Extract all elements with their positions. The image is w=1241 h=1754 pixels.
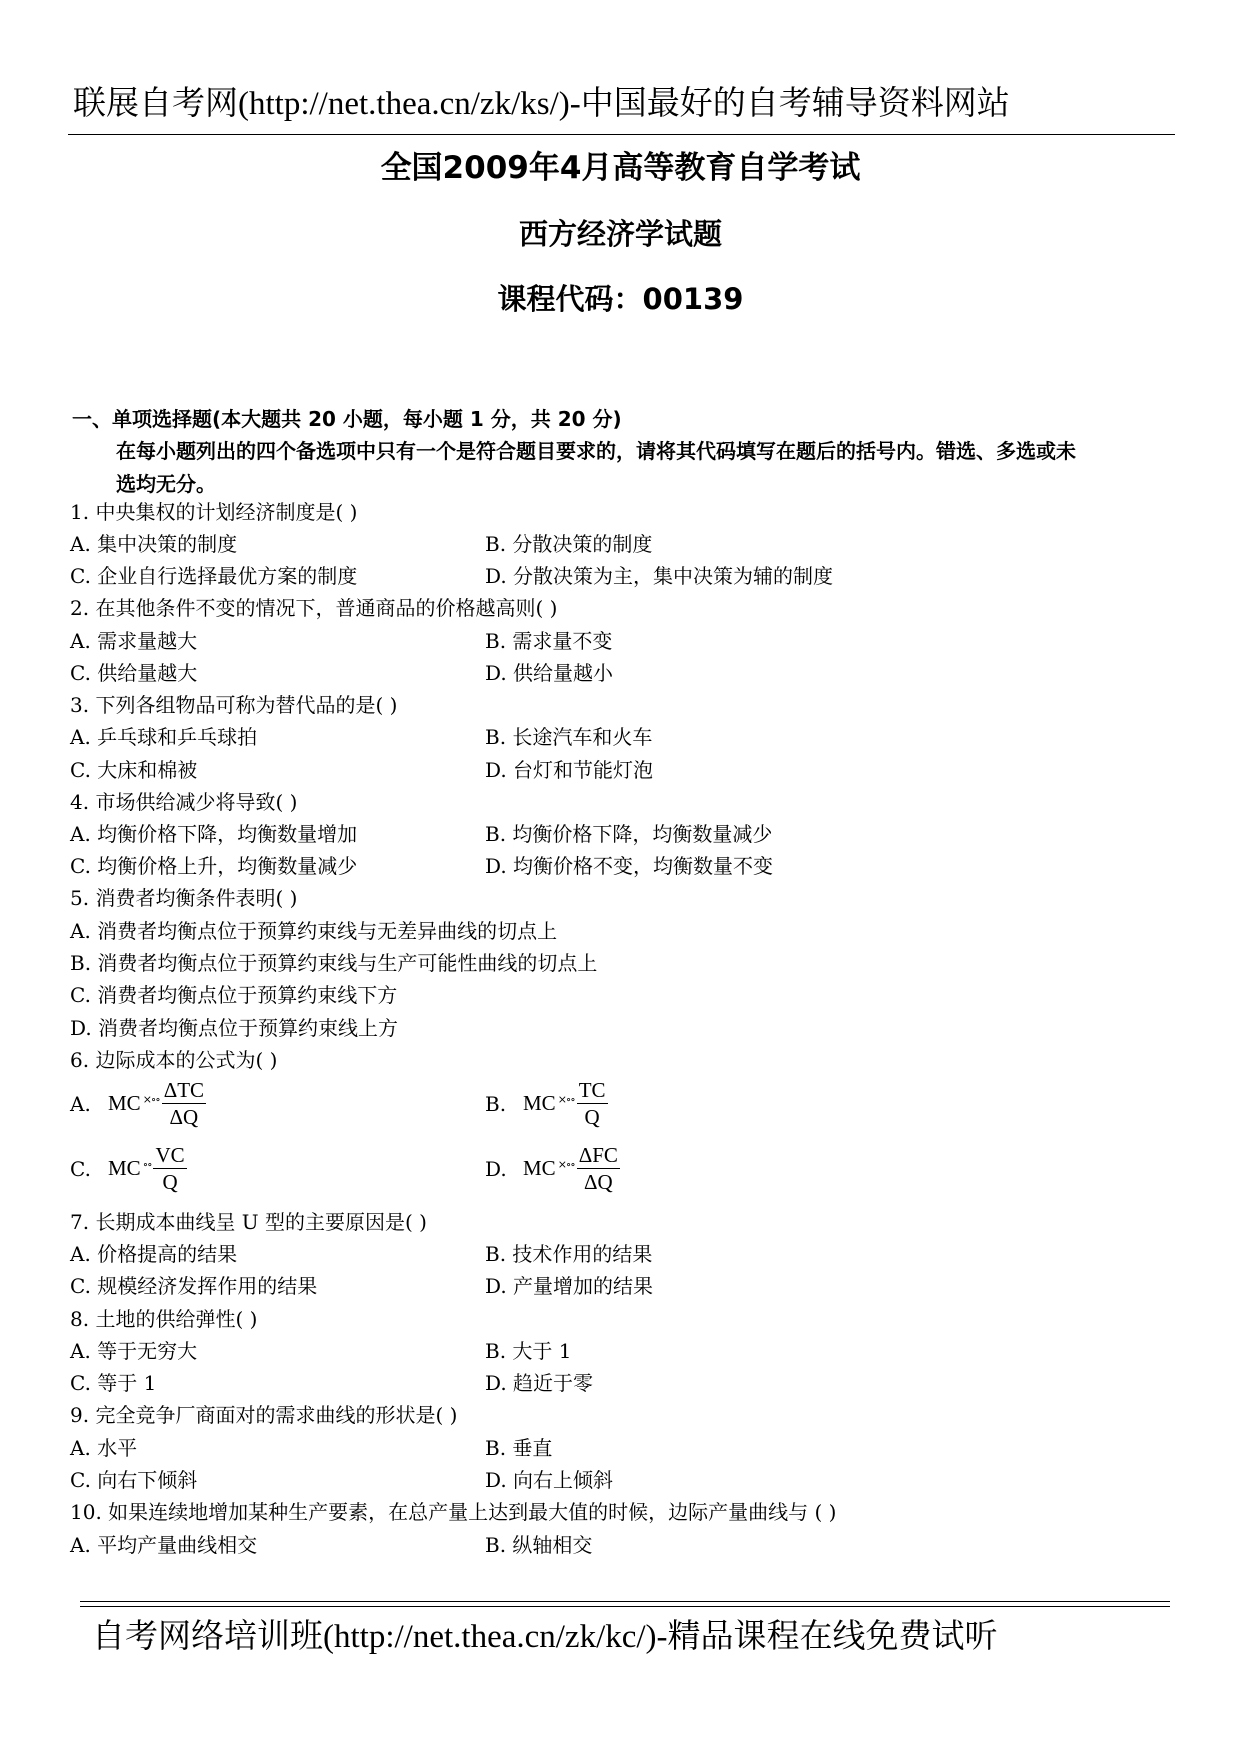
question-6-option-c [70, 1143, 187, 1194]
question-8-option-b: B. 大于 1 [485, 1339, 572, 1363]
equals-glyph: ∘∘ [142, 1158, 152, 1172]
question-1-option-d: D. 分散决策为主，集中决策为辅的制度 [485, 564, 834, 588]
question-6-stem: 6. 边际成本的公式为( ) [70, 1048, 278, 1072]
question-5-option-c: C. 消费者均衡点位于预算约束线下方 [70, 983, 398, 1007]
question-4-stem: 4. 市场供给减少将导致( ) [70, 790, 298, 814]
fraction-denominator: Q [162, 1170, 178, 1195]
question-9-option-c: C. 向右下倾斜 [70, 1468, 198, 1492]
question-1-stem: 1. 中央集权的计划经济制度是( ) [70, 500, 358, 524]
fraction-numerator: ΔTC [162, 1078, 206, 1104]
question-5-option-b: B. 消费者均衡点位于预算约束线与生产可能性曲线的切点上 [70, 951, 598, 975]
section-instruction-line1: 在每小题列出的四个备选项中只有一个是符合题目要求的，请将其代码填写在题后的括号内。错选、多选或未 [116, 439, 1076, 463]
question-7-option-c: C. 规模经济发挥作用的结果 [70, 1274, 318, 1298]
subject-title: 西方经济学试题 [518, 217, 722, 251]
site-footer-link[interactable]: 自考网络培训班(http://net.thea.cn/zk/kc/)-精品课程在线免费试听 [92, 1619, 998, 1655]
section-instruction-line2: 选均无分。 [116, 472, 216, 496]
question-9-option-a: A. 水平 [70, 1436, 138, 1460]
equals-glyph: ×∘∘ [142, 1093, 160, 1107]
question-3-option-b: B. 长途汽车和火车 [485, 725, 653, 749]
fraction-denominator: Q [584, 1105, 600, 1130]
footer-divider-top [80, 1601, 1170, 1602]
fraction-numerator: VC [153, 1143, 186, 1169]
question-3-option-a: A. 乒乓球和乒乓球拍 [70, 725, 258, 749]
exam-title: 全国2009年4月高等教育自学考试 [380, 150, 861, 186]
question-2-option-a: A. 需求量越大 [70, 629, 198, 653]
question-2-option-c: C. 供给量越大 [70, 661, 198, 685]
formula-lhs: MC [108, 1156, 141, 1181]
question-3-option-d: D. 台灯和节能灯泡 [485, 758, 654, 782]
question-9-option-d: D. 向右上倾斜 [485, 1468, 614, 1492]
fraction-denominator: ΔQ [169, 1105, 199, 1130]
option-label: B. [485, 1091, 507, 1116]
question-7-option-b: B. 技术作用的结果 [485, 1242, 653, 1266]
question-10-stem: 10. 如果连续地增加某种生产要素，在总产量上达到最大值的时候，边际产量曲线与 ( ) [70, 1500, 837, 1524]
fraction-numerator: TC [577, 1078, 608, 1104]
question-1-option-a: A. 集中决策的制度 [70, 532, 238, 556]
question-8-option-a: A. 等于无穷大 [70, 1339, 198, 1363]
question-4-option-c: C. 均衡价格上升，均衡数量减少 [70, 854, 358, 878]
footer-divider-bottom [80, 1606, 1170, 1607]
question-10-option-b: B. 纵轴相交 [485, 1533, 593, 1557]
question-4-option-d: D. 均衡价格不变，均衡数量不变 [485, 854, 774, 878]
equals-glyph: ×∘∘ [557, 1093, 575, 1107]
question-6-option-a [70, 1078, 206, 1129]
question-5-option-a: A. 消费者均衡点位于预算约束线与无差异曲线的切点上 [70, 919, 558, 943]
formula-lhs: MC [108, 1091, 141, 1116]
header-divider [68, 134, 1175, 135]
question-7-option-d: D. 产量增加的结果 [485, 1274, 654, 1298]
option-label: A. [70, 1091, 91, 1116]
question-4-option-b: B. 均衡价格下降，均衡数量减少 [485, 822, 773, 846]
fraction-numerator: ΔFC [577, 1143, 620, 1169]
question-1-option-c: C. 企业自行选择最优方案的制度 [70, 564, 358, 588]
formula-lhs: MC [523, 1156, 556, 1181]
site-header-link[interactable]: 联展自考网(http://net.thea.cn/zk/ks/)-中国最好的自考辅导资料网站 [73, 86, 1010, 122]
question-6-option-b [485, 1078, 608, 1129]
option-label: D. [485, 1156, 507, 1181]
question-2-option-d: D. 供给量越小 [485, 661, 614, 685]
question-4-option-a: A. 均衡价格下降，均衡数量增加 [70, 822, 358, 846]
question-9-option-b: B. 垂直 [485, 1436, 553, 1460]
question-10-option-a: A. 平均产量曲线相交 [70, 1533, 258, 1557]
fraction-denominator: ΔQ [583, 1170, 613, 1195]
section-heading: 一、单项选择题(本大题共 20 小题，每小题 1 分，共 20 分) [72, 407, 622, 431]
question-2-stem: 2. 在其他条件不变的情况下，普通商品的价格越高则( ) [70, 596, 558, 620]
question-3-stem: 3. 下列各组物品可称为替代品的是( ) [70, 693, 398, 717]
question-8-option-c: C. 等于 1 [70, 1371, 157, 1395]
fraction [153, 1143, 186, 1194]
fraction [577, 1143, 620, 1194]
question-2-option-b: B. 需求量不变 [485, 629, 613, 653]
question-5-stem: 5. 消费者均衡条件表明( ) [70, 886, 298, 910]
fraction [162, 1078, 206, 1129]
question-3-option-c: C. 大床和棉被 [70, 758, 198, 782]
question-7-option-a: A. 价格提高的结果 [70, 1242, 238, 1266]
fraction [577, 1078, 608, 1129]
question-9-stem: 9. 完全竞争厂商面对的需求曲线的形状是( ) [70, 1403, 458, 1427]
question-8-stem: 8. 土地的供给弹性( ) [70, 1307, 258, 1331]
question-6-option-d [485, 1143, 620, 1194]
equals-glyph: ×∘∘ [557, 1158, 575, 1172]
question-8-option-d: D. 趋近于零 [485, 1371, 594, 1395]
course-code: 课程代码：00139 [497, 282, 744, 316]
formula-lhs: MC [523, 1091, 556, 1116]
question-7-stem: 7. 长期成本曲线呈 U 型的主要原因是( ) [70, 1210, 427, 1234]
option-label: C. [70, 1156, 91, 1181]
question-1-option-b: B. 分散决策的制度 [485, 532, 653, 556]
question-5-option-d: D. 消费者均衡点位于预算约束线上方 [70, 1016, 399, 1040]
